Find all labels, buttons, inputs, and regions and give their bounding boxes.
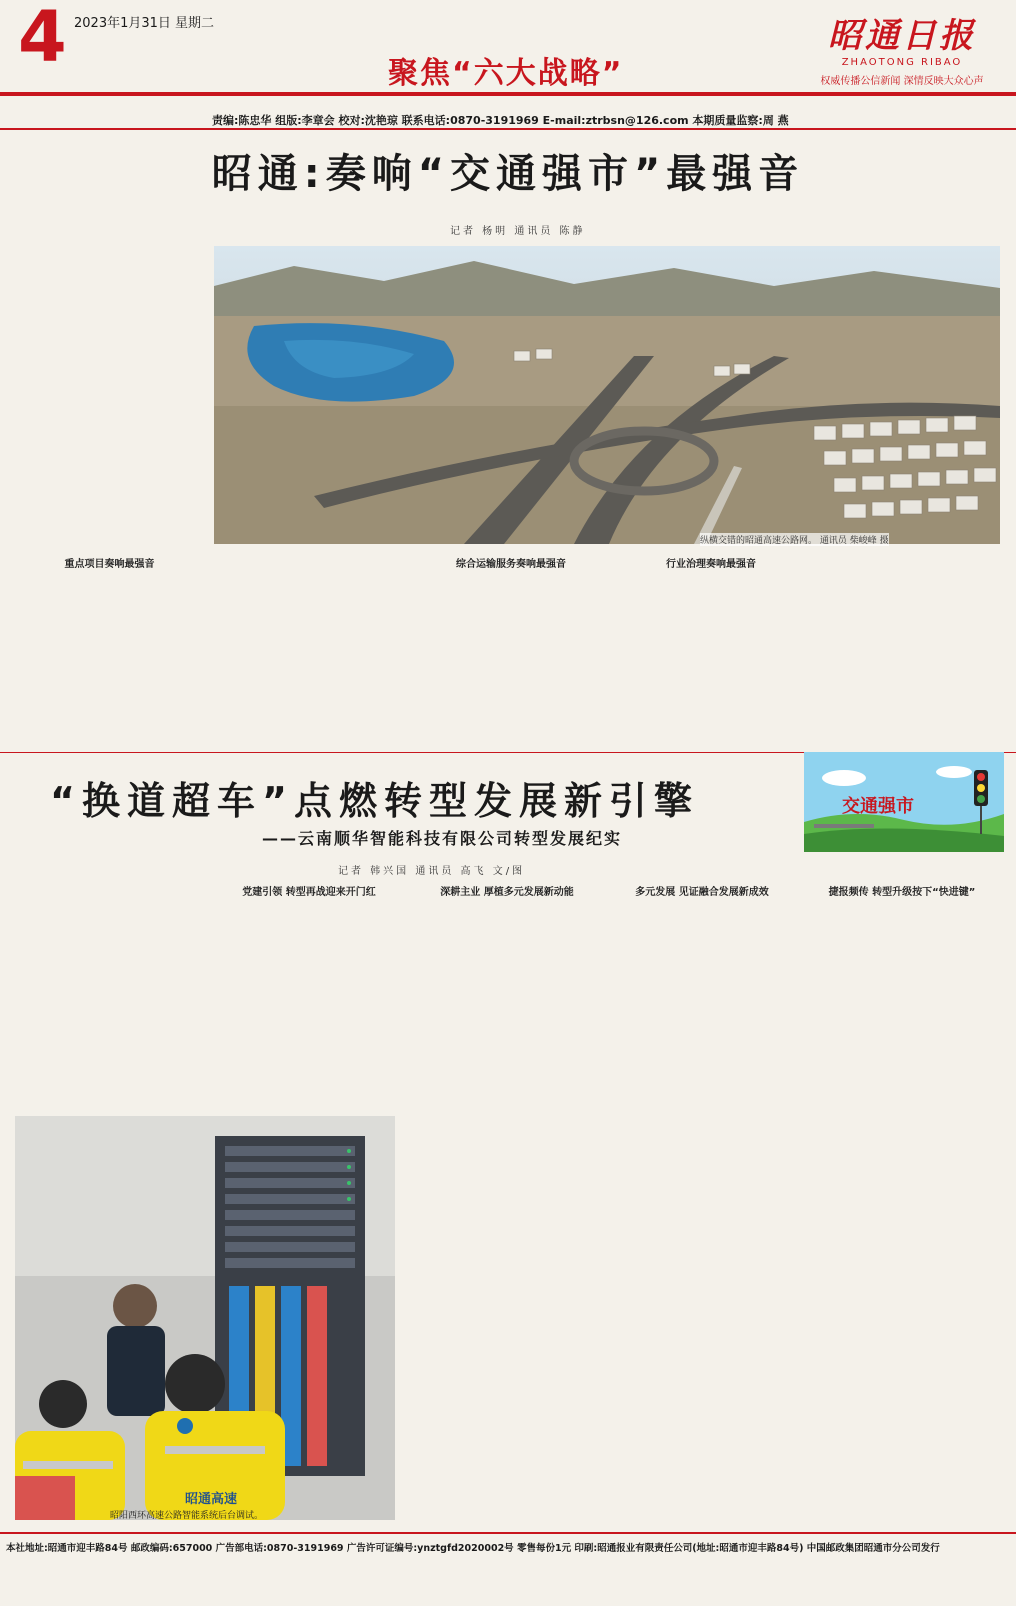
newspaper-logo (802, 8, 1002, 87)
issue-date: 2023年1月31日 星期二 (74, 16, 215, 31)
article1-column-5 (814, 552, 1004, 748)
article1-column-3 (414, 552, 608, 748)
article2-subhead-2: 深耕主业 厚植多元发展新动能 (440, 887, 574, 898)
article2-subhead-1: 党建引领 转型再战迎来开门红 (242, 887, 376, 898)
transport-city-badge-label: 交通强市 (842, 796, 914, 817)
article1-photo-caption: 纵横交错的昭通高速公路网。 通讯员 柴峻峰 摄 (700, 533, 889, 546)
article2-subhead-4: 捷报频传 转型升级按下“快进键” (828, 887, 976, 898)
highway-aerial-photo (214, 246, 1000, 544)
article1-byline: 记者 杨明 通讯员 陈静 (450, 226, 586, 237)
article2-subhead-3: 多元发展 见证融合发展新成效 (635, 887, 769, 898)
article1-lead-column (15, 246, 204, 546)
vest-logo-text: 昭通高速 (185, 1492, 238, 1507)
logo-slogan: 权威传播公信新闻 深情反映大众心声 (820, 76, 984, 87)
header-rule (0, 92, 1016, 96)
article1-subhead-1: 重点项目奏响最强音 (64, 559, 155, 570)
article1-column-1 (15, 552, 204, 748)
logo-english: ZHAOTONG RIBAO (841, 57, 963, 68)
editors-line: 责编:陈忠华 组版:李章会 校对:沈艳琼 联系电话:0870-3191969 E-mail:ztrbsn@126.com 本期质量监察:周 燕 (212, 114, 789, 127)
article2-headline: “换道超车”点燃转型发展新引擎 (50, 779, 699, 823)
article2-column-4 (612, 880, 792, 1520)
server-room-photo (15, 1116, 395, 1520)
article2-column-3 (412, 880, 602, 1520)
transport-city-badge (804, 752, 1004, 852)
article1-headline: 昭通:奏响“交通强市”最强音 (211, 151, 805, 197)
logo-chinese: 昭通日报 (828, 16, 976, 56)
section-kicker: 聚焦“六大战略” (388, 56, 624, 91)
article2-column-5 (800, 880, 1004, 1520)
article1-subhead-3: 行业治理奏响最强音 (666, 559, 756, 570)
article2-photo-caption: 昭阳西环高速公路智能系统后台调试。 (110, 1511, 264, 1521)
footer-imprint: 本社地址:昭通市迎丰路84号 邮政编码:657000 广告部电话:0870-3191969 广告许可证编号:ynztgfd2020002号 零售每份1元 印刷:昭通报业有限责任公司(地址:昭通市迎丰路84号) 中国邮政集团昭通市分公司发行 (6, 1543, 940, 1554)
header-rule-secondary (0, 128, 1016, 130)
article2-column-1 (15, 880, 204, 1112)
article1-column-2 (214, 552, 408, 748)
article2-subtitle: ——云南顺华智能科技有限公司转型发展纪实 (262, 829, 623, 848)
footer-rule (0, 1532, 1016, 1534)
article1-column-4 (614, 552, 808, 748)
article1-subhead-2: 综合运输服务奏响最强音 (456, 559, 566, 570)
page-number: 4 (18, 0, 67, 78)
article2-byline: 记者 韩兴国 通讯员 高飞 文/图 (338, 866, 526, 877)
